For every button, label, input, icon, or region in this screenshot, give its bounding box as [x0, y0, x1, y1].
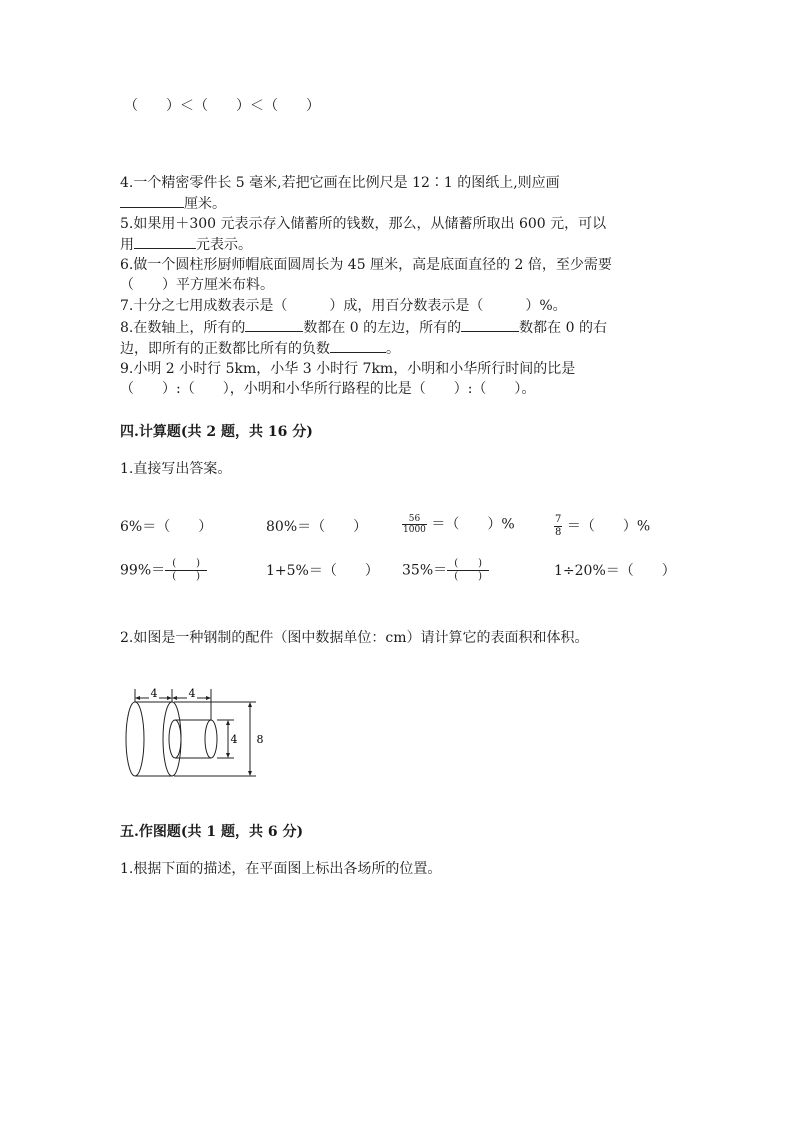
question-5-line2: 用 元表示。	[120, 234, 252, 255]
section-4-title: 四.计算题(共 2 题，共 16 分)	[120, 424, 313, 440]
question-6-line1: 6.做一个圆柱形厨师帽底面圆周长为 45 厘米，高是底面直径的 2 倍，至少需要	[120, 257, 612, 273]
section-5-title: 五.作图题(共 1 题，共 6 分)	[120, 824, 304, 840]
fraction: $\frac{56}{1000}$	[403, 514, 426, 535]
inequality-line: （ ）＜（ ）＜（ ）	[124, 98, 320, 114]
arrow-head	[248, 771, 252, 776]
arrow-head	[206, 696, 211, 700]
calc-7-over-8: $\frac{7}{8}$ ＝（ ）%	[555, 514, 651, 538]
arrow-head	[226, 720, 230, 725]
arrow-head	[167, 696, 172, 700]
calc-56-over-1000: $\frac{56}{1000}$ ＝（ ）%	[403, 514, 515, 535]
arrow-head	[226, 753, 230, 758]
answer-blank[interactable]	[330, 338, 386, 353]
question-4-line2	[120, 193, 226, 214]
fraction: $\frac{7}{8}$	[555, 514, 562, 538]
length-label-2: 4	[188, 687, 196, 700]
arrow-head	[172, 696, 177, 700]
question-9-line2: （ ）:（ ），小明和小华所行路程的比是（ ）:（ ）。	[120, 381, 536, 397]
answer-blank[interactable]	[134, 234, 196, 249]
section-4-q2: 2.如图是一种钢制的配件（图中数据单位：cm）请计算它的表面积和体积。	[120, 630, 589, 646]
calc-99-percent: 99%＝ $\frac{( )}{( )}$	[120, 558, 207, 583]
answer-blank[interactable]	[120, 193, 184, 208]
section-4-q1: 1.直接写出答案。	[120, 461, 232, 477]
section-5-q1: 1.根据下面的描述，在平面图上标出各场所的位置。	[120, 861, 442, 877]
question-5-line1: 5.如果用＋300 元表示存入储蓄所的钱数，那么，从储蓄所取出 600 元，可以	[120, 216, 607, 232]
question-7: 7.十分之七用成数表示是（ ）成，用百分数表示是（ ）%。	[120, 298, 567, 314]
question-9-line1: 9.小明 2 小时行 5km，小华 3 小时行 7km，小明和小华所行时间的比是	[120, 361, 576, 377]
answer-fraction[interactable]: $\frac{( )}{( )}$	[165, 558, 207, 583]
big-diameter-label: 8	[256, 733, 264, 746]
answer-fraction[interactable]: $\frac{( )}{( )}$	[447, 558, 489, 583]
question-8-line2: 边，即所有的正数都比所有的负数 。	[120, 338, 400, 359]
answer-blank[interactable]	[245, 317, 303, 332]
question-8-line1: 8.在数轴上，所有的 数都在 0 的左边，所有的 数都在 0 的右	[120, 317, 607, 338]
big-cylinder-right-face	[163, 702, 181, 776]
question-4-tail: 厘米。	[184, 196, 226, 212]
calc-1-plus-5-percent: 1+5%＝（ ）	[266, 563, 379, 579]
small-cylinder-end	[205, 720, 217, 758]
calc-80-percent: 80%＝（ ）	[266, 519, 368, 535]
small-diameter-label: 4	[230, 733, 238, 746]
calc-6-percent: 6%＝（ ）	[120, 519, 213, 535]
small-cylinder-base	[169, 720, 181, 758]
answer-blank[interactable]	[461, 317, 519, 332]
calc-35-percent: 35%＝ $\frac{( )}{( )}$	[402, 558, 489, 583]
question-6-line2: （ ）平方厘米布料。	[120, 277, 274, 293]
arrow-head	[135, 696, 140, 700]
calc-1-div-20-percent: 1÷20%＝（ ）	[554, 563, 676, 579]
arrow-head	[248, 702, 252, 707]
steel-part-figure	[118, 680, 278, 780]
big-cylinder-left-end	[126, 702, 144, 776]
question-4-line1: 4.一个精密零件长 5 毫米,若把它画在比例尺是 12∶1 的图纸上,则应画	[120, 175, 560, 191]
length-label-1: 4	[150, 687, 158, 700]
